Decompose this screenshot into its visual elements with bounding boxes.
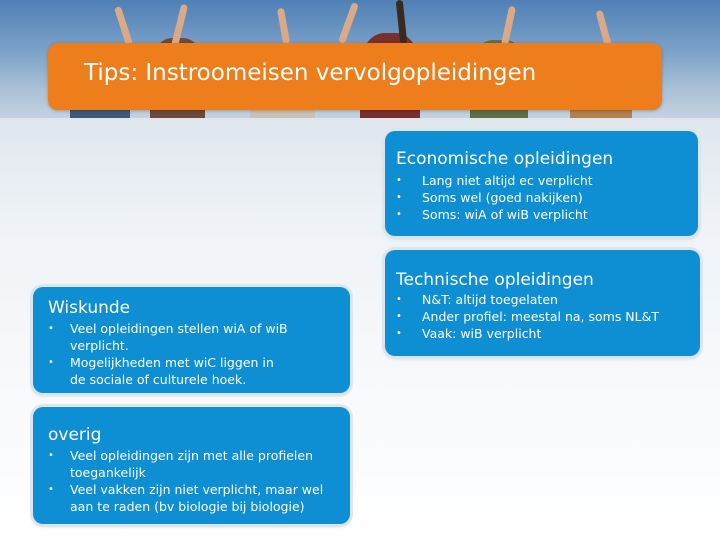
- title-banner: [48, 43, 662, 110]
- bullet-list: [48, 447, 338, 515]
- card-heading: Technische opleidingen: [396, 270, 594, 290]
- photo-arm: [338, 2, 359, 44]
- list-item-text: N&T: altijd toegelaten: [422, 292, 558, 307]
- list-item-text: Soms wel (goed nakijken): [422, 190, 583, 205]
- list-item-text: Lang niet altijd ec verplicht: [422, 173, 593, 188]
- bullet-icon: •: [396, 209, 402, 220]
- list-item-text: Veel vakken zijn niet verplicht, maar wel aan te raden (bv biologie bij biologie): [70, 482, 324, 514]
- list-item-text: Vaak: wiB verplicht: [422, 326, 542, 341]
- list-item-text: Veel opleidingen zijn met alle profielen toegankelijk: [70, 448, 313, 480]
- list-item: [48, 447, 338, 481]
- list-item: [48, 320, 293, 354]
- bullet-icon: •: [48, 323, 54, 334]
- bullet-icon: •: [396, 175, 402, 186]
- bullet-icon: •: [48, 484, 54, 495]
- list-item-text: Mogelijkheden met wiC liggen in de sociale of culturele hoek.: [70, 355, 274, 387]
- bullet-icon: •: [396, 294, 402, 305]
- bullet-list: [48, 320, 293, 388]
- photo-arm: [501, 6, 516, 47]
- photo-arm: [277, 8, 290, 45]
- bullet-list: [396, 172, 691, 223]
- slide-title: Tips: Instroomeisen vervolgopleidingen: [84, 60, 537, 86]
- list-item: [396, 291, 694, 308]
- list-item: [396, 308, 694, 325]
- list-item: [48, 354, 293, 388]
- list-item-text: Veel opleidingen stellen wiA of wiB verplicht.: [70, 321, 288, 353]
- list-item: [396, 325, 694, 342]
- card-wiskunde: [33, 287, 350, 393]
- list-item: [396, 206, 691, 223]
- bullet-icon: •: [396, 192, 402, 203]
- list-item: [396, 189, 691, 206]
- card-heading: overig: [48, 425, 102, 445]
- bullet-icon: •: [396, 328, 402, 339]
- bullet-icon: •: [48, 450, 54, 461]
- bullet-icon: •: [48, 357, 54, 368]
- list-item-text: Ander profiel: meestal na, soms NL&T: [422, 309, 660, 324]
- list-item: [396, 172, 691, 189]
- list-item-text: Soms: wiA of wiB verplicht: [422, 207, 588, 222]
- card-technische-opleidingen: [385, 250, 700, 356]
- card-heading: Wiskunde: [48, 298, 131, 318]
- photo-arm: [595, 10, 611, 47]
- bullet-list: [396, 291, 694, 342]
- list-item: [48, 481, 338, 515]
- photo-arm: [114, 6, 133, 46]
- bullet-icon: •: [396, 311, 402, 322]
- card-economische-opleidingen: [385, 131, 698, 236]
- card-overig: [33, 407, 350, 524]
- card-heading: Economische opleidingen: [396, 149, 614, 169]
